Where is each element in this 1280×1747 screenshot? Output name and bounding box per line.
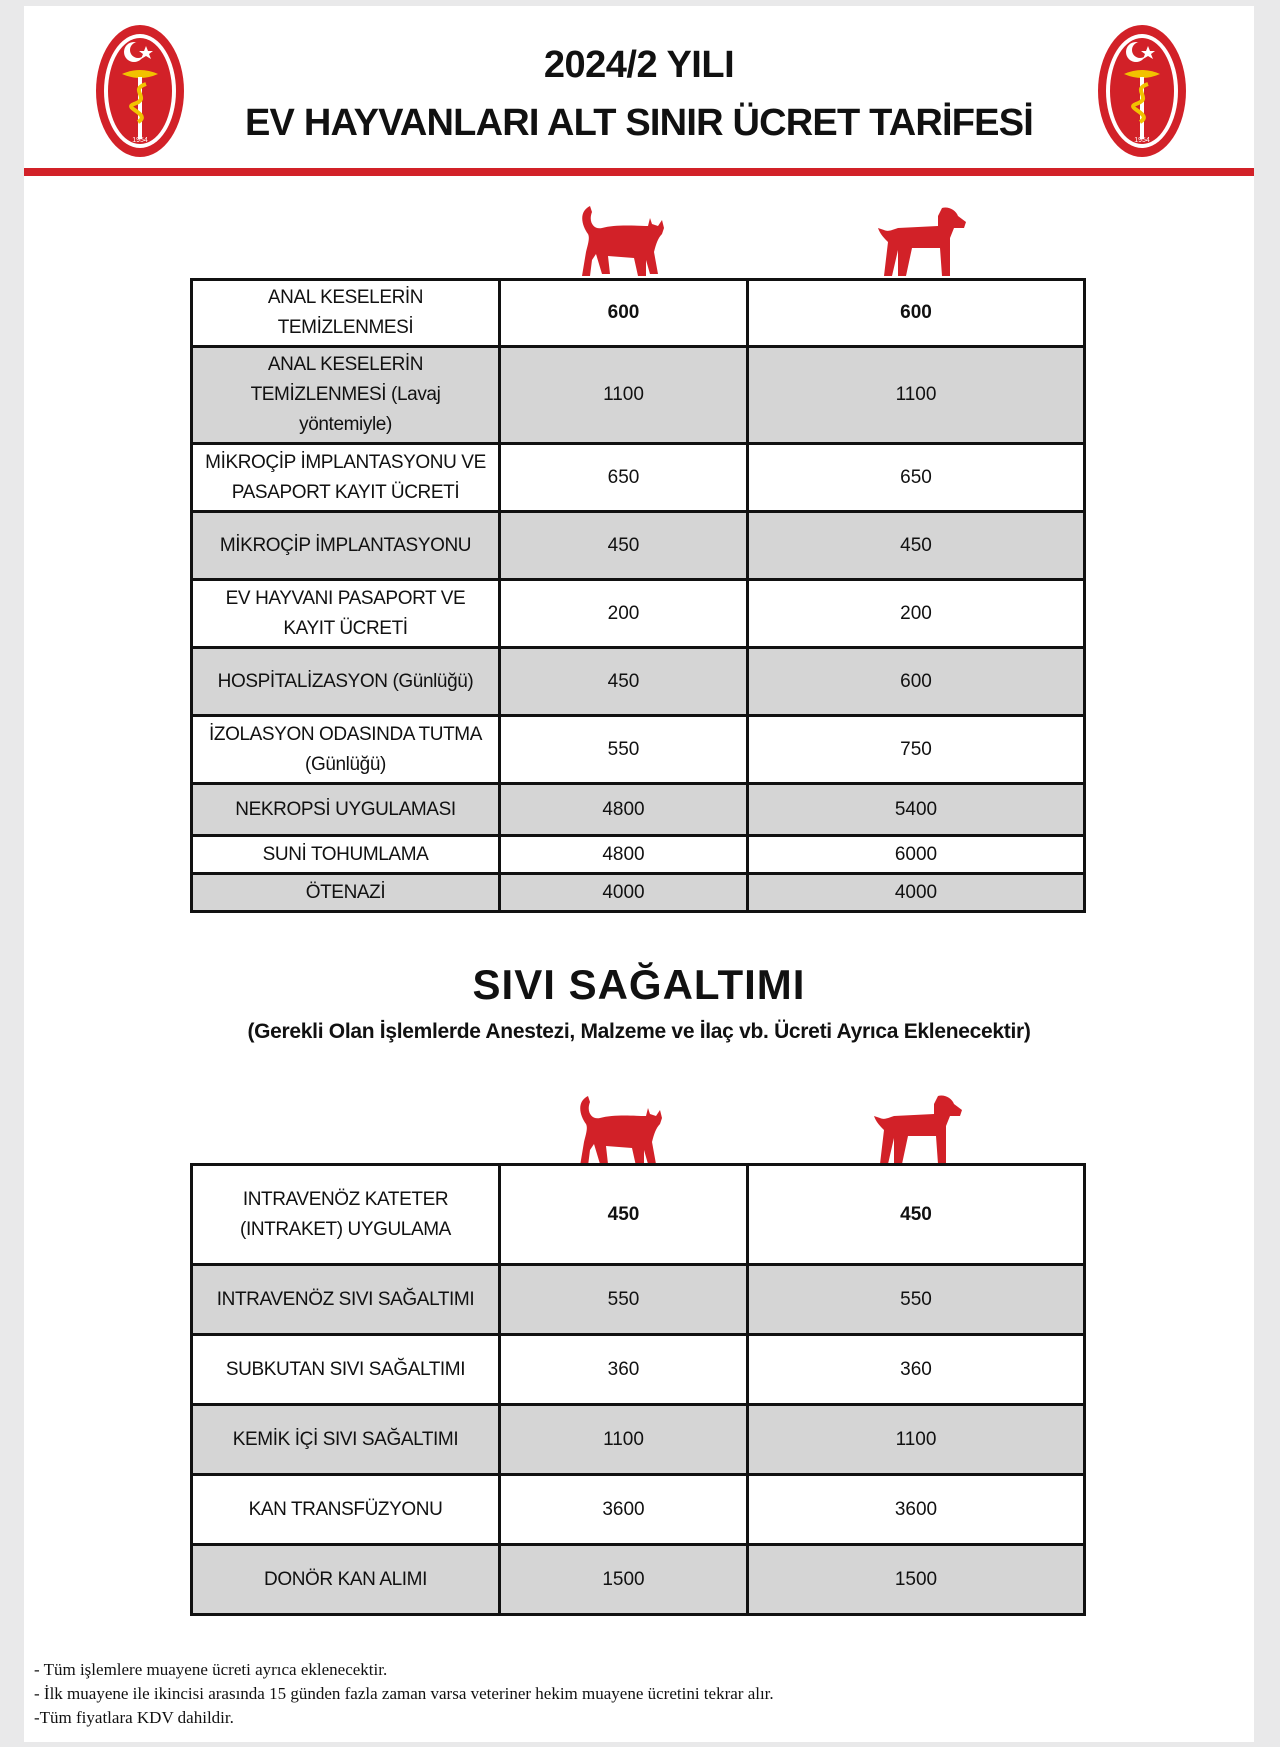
table-row bbox=[192, 784, 1085, 836]
table-row bbox=[192, 347, 1085, 444]
dog-price: 450 bbox=[748, 1165, 1085, 1265]
header-divider bbox=[24, 168, 1254, 176]
cat-price: 550 bbox=[500, 716, 748, 784]
dog-price: 450 bbox=[748, 512, 1085, 580]
cat-price: 360 bbox=[500, 1335, 748, 1405]
cat-price: 450 bbox=[500, 648, 748, 716]
table-row bbox=[192, 280, 1085, 347]
tariff-table-1 bbox=[190, 278, 1086, 913]
tariff-table-2 bbox=[190, 1163, 1086, 1616]
table-row bbox=[192, 1265, 1085, 1335]
section-subtitle: (Gerekli Olan İşlemlerde Anestezi, Malzeme ve İlaç vb. Ücreti Ayrıca Eklenecektir) bbox=[247, 1020, 1031, 1043]
service-name: ANAL KESELERİN TEMİZLENMESİ (Lavaj yöntemiyle) bbox=[192, 347, 500, 444]
dog-price: 6000 bbox=[748, 836, 1085, 874]
table-row bbox=[192, 444, 1085, 512]
cat-price: 650 bbox=[500, 444, 748, 512]
dog-price: 750 bbox=[748, 716, 1085, 784]
table-row bbox=[192, 836, 1085, 874]
cat-price: 450 bbox=[500, 1165, 748, 1265]
service-name: İZOLASYON ODASINDA TUTMA (Günlüğü) bbox=[192, 716, 500, 784]
dog-price: 650 bbox=[748, 444, 1085, 512]
footnotes bbox=[34, 1658, 1234, 1730]
cat-price: 4800 bbox=[500, 836, 748, 874]
table-row bbox=[192, 1335, 1085, 1405]
footnote: - Tüm işlemlere muayene ücreti ayrıca eklenecektir. bbox=[34, 1660, 388, 1679]
service-name: SUBKUTAN SIVI SAĞALTIMI bbox=[192, 1335, 500, 1405]
service-name: ÖTENAZİ bbox=[192, 874, 500, 912]
service-name: DONÖR KAN ALIMI bbox=[192, 1545, 500, 1615]
dog-price: 360 bbox=[748, 1335, 1085, 1405]
cat-icon bbox=[576, 204, 668, 280]
dog-price: 200 bbox=[748, 580, 1085, 648]
dog-price: 5400 bbox=[748, 784, 1085, 836]
dog-icon bbox=[876, 204, 968, 280]
table-row bbox=[192, 716, 1085, 784]
cat-price: 1100 bbox=[500, 1405, 748, 1475]
cat-price: 4800 bbox=[500, 784, 748, 836]
dog-price: 3600 bbox=[748, 1475, 1085, 1545]
dog-price: 4000 bbox=[748, 874, 1085, 912]
page-header bbox=[24, 6, 1254, 174]
cat-price: 3600 bbox=[500, 1475, 748, 1545]
table-row bbox=[192, 1475, 1085, 1545]
cat-price: 600 bbox=[500, 280, 748, 347]
dog-icon bbox=[872, 1092, 964, 1168]
section-title: SIVI SAĞALTIMI bbox=[472, 961, 806, 1008]
service-name: NEKROPSİ UYGULAMASI bbox=[192, 784, 500, 836]
dog-price: 1100 bbox=[748, 347, 1085, 444]
table-row bbox=[192, 580, 1085, 648]
service-name: HOSPİTALİZASYON (Günlüğü) bbox=[192, 648, 500, 716]
footnote: -Tüm fiyatlara KDV dahildir. bbox=[34, 1708, 234, 1727]
dog-price: 600 bbox=[748, 280, 1085, 347]
service-name: INTRAVENÖZ SIVI SAĞALTIMI bbox=[192, 1265, 500, 1335]
table-row bbox=[192, 1545, 1085, 1615]
service-name: KAN TRANSFÜZYONU bbox=[192, 1475, 500, 1545]
cat-price: 200 bbox=[500, 580, 748, 648]
footnote: - İlk muayene ile ikincisi arasında 15 günden fazla zaman varsa veteriner hekim muayene ücretini tekrar alır. bbox=[34, 1684, 774, 1703]
cat-price: 550 bbox=[500, 1265, 748, 1335]
service-name: EV HAYVANI PASAPORT VE KAYIT ÜCRETİ bbox=[192, 580, 500, 648]
svg-text:1954: 1954 bbox=[132, 137, 148, 144]
table-row bbox=[192, 1165, 1085, 1265]
table-row bbox=[192, 512, 1085, 580]
dog-price: 550 bbox=[748, 1265, 1085, 1335]
service-name: ANAL KESELERİN TEMİZLENMESİ bbox=[192, 280, 500, 347]
service-name: KEMİK İÇİ SIVI SAĞALTIMI bbox=[192, 1405, 500, 1475]
service-name: MİKROÇİP İMPLANTASYONU VE PASAPORT KAYIT ÜCRETİ bbox=[192, 444, 500, 512]
table-row bbox=[192, 648, 1085, 716]
table-row bbox=[192, 1405, 1085, 1475]
cat-price: 4000 bbox=[500, 874, 748, 912]
cat-price: 1100 bbox=[500, 347, 748, 444]
table-row bbox=[192, 874, 1085, 912]
page-title-year: 2024/2 YILI bbox=[543, 44, 735, 86]
service-name: INTRAVENÖZ KATETER (INTRAKET) UYGULAMA bbox=[192, 1165, 500, 1265]
dog-price: 1500 bbox=[748, 1545, 1085, 1615]
dog-price: 1100 bbox=[748, 1405, 1085, 1475]
cat-price: 1500 bbox=[500, 1545, 748, 1615]
cat-icon bbox=[574, 1094, 666, 1170]
svg-text:1954: 1954 bbox=[1134, 137, 1150, 144]
page-title: EV HAYVANLARI ALT SINIR ÜCRET TARİFESİ bbox=[244, 102, 1034, 144]
dog-price: 600 bbox=[748, 648, 1085, 716]
service-name: MİKROÇİP İMPLANTASYONU bbox=[192, 512, 500, 580]
service-name: SUNİ TOHUMLAMA bbox=[192, 836, 500, 874]
cat-price: 450 bbox=[500, 512, 748, 580]
tariff-page bbox=[24, 6, 1254, 1742]
